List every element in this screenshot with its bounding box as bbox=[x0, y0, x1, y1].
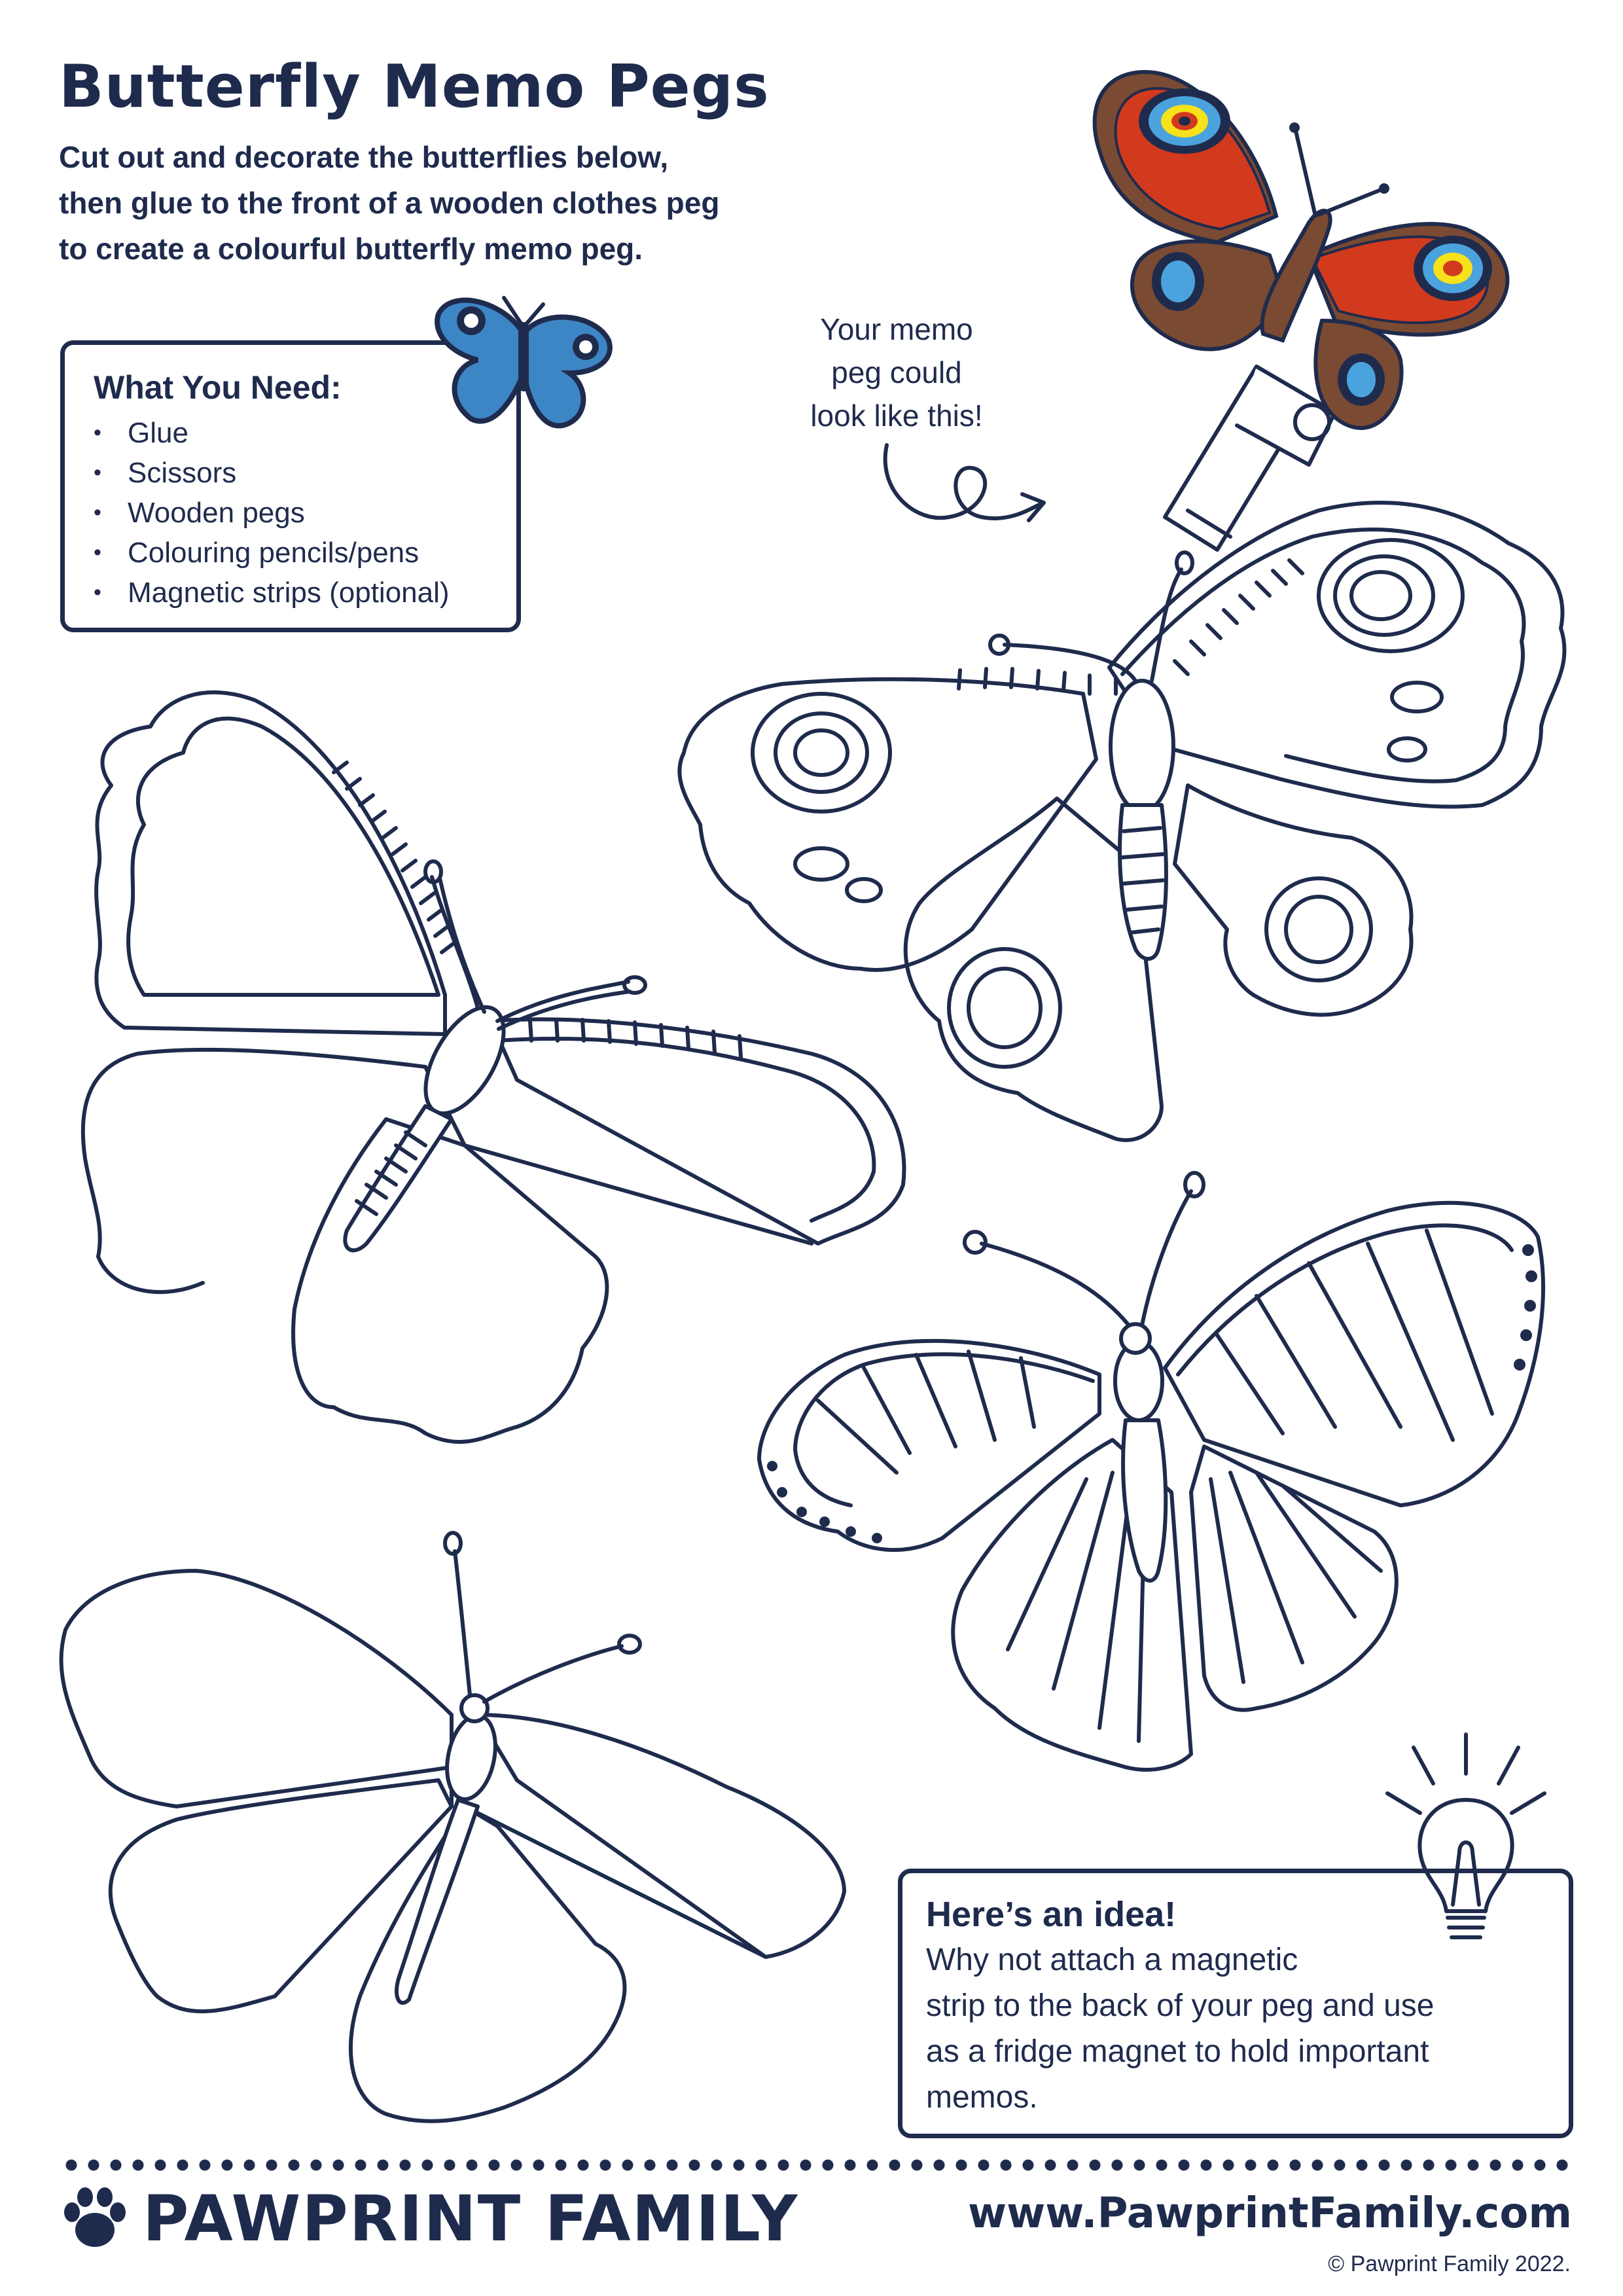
intro-line: Cut out and decorate the butterflies below, bbox=[59, 140, 669, 174]
idea-line: memos. bbox=[926, 2080, 1038, 2115]
idea-box bbox=[898, 1869, 1573, 2138]
coloured-peacock-butterfly-peg bbox=[1060, 59, 1531, 563]
idea-heading: Here’s an idea! bbox=[926, 1895, 1177, 1934]
list-item: • Magnetic strips (optional) bbox=[94, 573, 490, 613]
outline-simple-butterfly bbox=[59, 1499, 857, 2140]
idea-line: strip to the back of your peg and use bbox=[926, 1988, 1435, 2023]
memo-note-line: Your memo bbox=[820, 312, 973, 346]
small-blue-butterfly-icon bbox=[425, 288, 622, 439]
idea-line: Why not attach a magnetic bbox=[926, 1943, 1298, 1977]
memo-note-line: look like this! bbox=[810, 399, 983, 433]
list-item: • Glue bbox=[94, 413, 490, 453]
what-you-need-heading: What You Need: bbox=[94, 369, 342, 406]
outline-monarch-butterfly bbox=[746, 1165, 1551, 1793]
supplies-list bbox=[94, 413, 490, 613]
dotted-divider bbox=[60, 2159, 1572, 2172]
pawprint-family-logo bbox=[59, 2179, 799, 2258]
list-item: • Scissors bbox=[94, 453, 490, 493]
outline-peacock-butterfly bbox=[664, 497, 1574, 1152]
memo-note-line: peg could bbox=[831, 355, 962, 389]
website-link[interactable]: www.PawprintFamily.com bbox=[967, 2189, 1572, 2238]
idea-line: as a fridge magnet to hold important bbox=[926, 2034, 1429, 2069]
intro-line: to create a colourful butterfly memo peg. bbox=[59, 232, 643, 266]
paw-icon bbox=[59, 2183, 131, 2255]
page-title: Butterfly Memo Pegs bbox=[59, 52, 770, 121]
copyright-text: © Pawprint Family 2022. bbox=[1328, 2251, 1571, 2276]
brand-name: PAWPRINT FAMILY bbox=[143, 2182, 799, 2255]
memo-peg-note bbox=[785, 308, 1008, 437]
idea-text bbox=[926, 1937, 1545, 2121]
intro-line: then glue to the front of a wooden clothes peg bbox=[59, 186, 720, 220]
intro-text bbox=[59, 134, 877, 272]
list-item: • Wooden pegs bbox=[94, 493, 490, 533]
list-item: • Colouring pencils/pens bbox=[94, 533, 490, 573]
